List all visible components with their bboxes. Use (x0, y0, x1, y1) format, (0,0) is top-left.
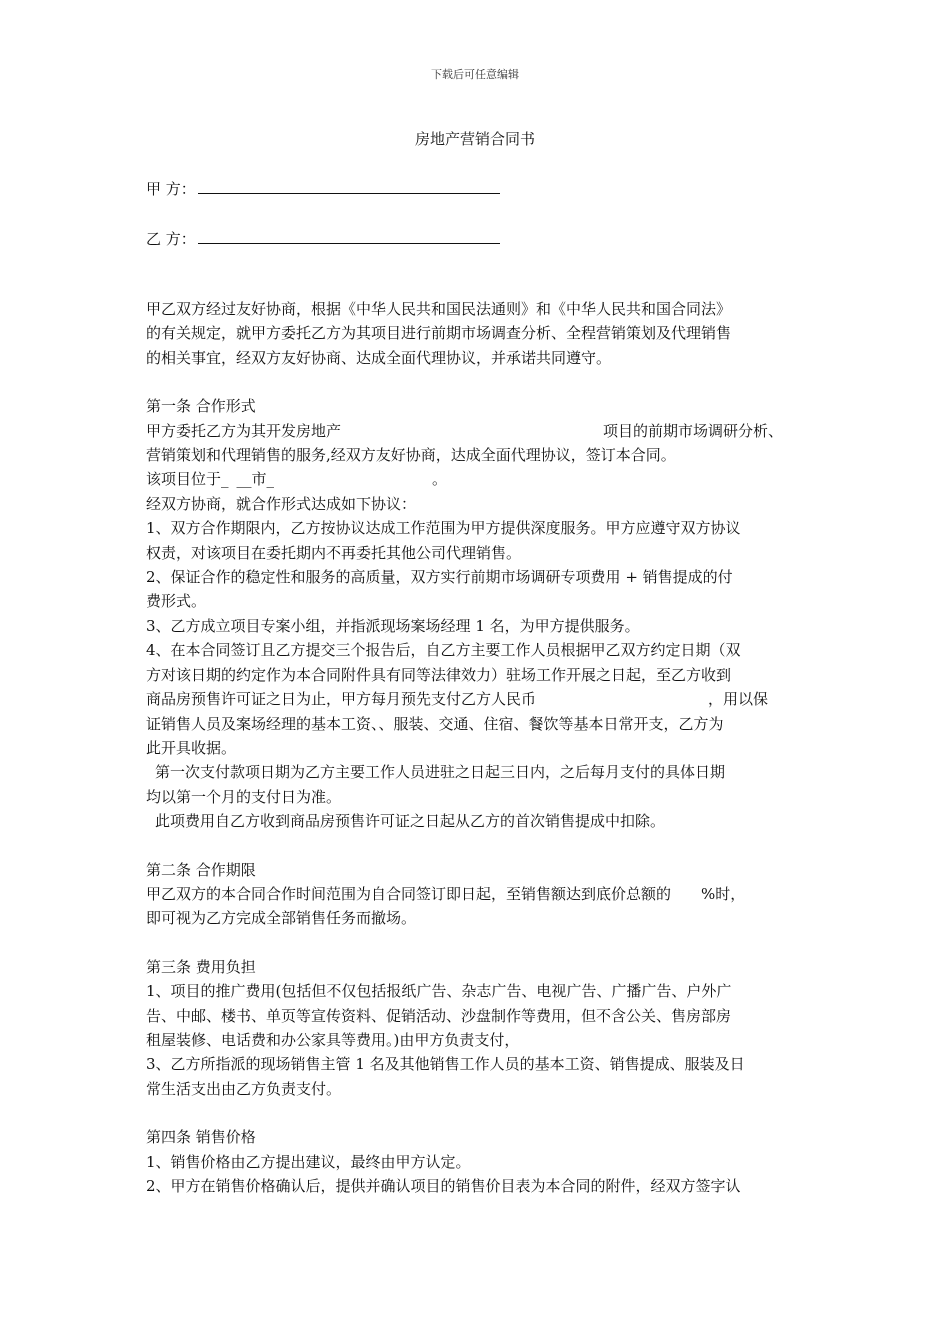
clause-line: 此开具收据。 (146, 738, 237, 757)
article-4-heading: 第四条 销售价格 (146, 1128, 256, 1147)
page-header-note: 下载后可任意编辑 (431, 68, 519, 81)
project-location-line: 该项目位于_ __市_ 。 (146, 470, 448, 489)
intro-line: 的有关规定，就甲方委托乙方为其项目进行前期市场调查分析、全程营销策划及代理销售 (146, 324, 732, 343)
document-title: 房地产营销合同书 (414, 130, 535, 148)
article-2-heading: 第二条 合作期限 (146, 860, 256, 879)
party-a-line (146, 178, 500, 199)
intro-line: 甲乙双方经过友好协商，根据《中华人民共和国民法通则》和《中华人民共和国合同法》 (146, 300, 732, 318)
clause-line: 告、中邮、楼书、单页等宣传资料、促销活动、沙盘制作等费用，但不含公关、售房部房 (146, 1006, 732, 1025)
article-1-line: 经双方协商，就合作形式达成如下协议： (146, 494, 417, 513)
clause-line: 费形式。 (146, 592, 207, 611)
party-b-label: 乙 方： (146, 230, 196, 248)
clause-line: 商品房预售许可证之日为止，甲方每月预先支付乙方人民币 ，用以保 (146, 690, 769, 709)
payment-note-line: 此项费用自乙方收到商品房预售许可证之日起从乙方的首次销售提成中扣除。 (155, 812, 666, 831)
contract-body (146, 297, 810, 1198)
article-1-heading: 第一条 合作形式 (146, 397, 256, 416)
clause-line: 3、乙方成立项目专案小组，并指派现场案场经理 1 名，为甲方提供服务。 (146, 616, 640, 635)
payment-note-line: 均以第一个月的支付日为准。 (146, 787, 342, 806)
clause-line: 4、在本合同签订且乙方提交三个报告后，自乙方主要工作人员根据甲乙双方约定日期（双 (146, 641, 741, 660)
article-3-heading: 第三条 费用负担 (146, 957, 256, 976)
clause-line: 租屋装修、电话费和办公家具等费用。)由甲方负责支付， (146, 1030, 520, 1049)
clause-line: 1、项目的推广费用(包括但不仅包括报纸广告、杂志广告、电视广告、广播广告、户外广 (146, 982, 732, 1001)
clause-line: 1、销售价格由乙方提出建议，最终由甲方认定。 (146, 1152, 471, 1171)
article-1-line: 营销策划和代理销售的服务,经双方友好协商，达成全面代理协议，签订本合同。 (146, 446, 676, 465)
clause-line: 3、乙方所指派的现场销售主管 1 名及其他销售工作人员的基本工资、销售提成、服装及日 (146, 1055, 745, 1074)
article-1-line: 甲方委托乙方为其开发房地产 项目的前期市场调研分析、 (146, 421, 784, 440)
clause-line: 权责，对该项目在委托期内不再委托其他公司代理销售。 (146, 543, 522, 562)
party-b-line (146, 228, 500, 249)
clause-line: 2、甲方在销售价格确认后，提供并确认项目的销售价目表为本合同的附件，经双方签字认 (146, 1177, 741, 1195)
article-2-line: 甲乙双方的本合同合作时间范围为自合同签订即日起，至销售额达到底价总额的 %时， (146, 884, 746, 903)
article-2-line: 即可视为乙方完成全部销售任务而撤场。 (146, 909, 417, 928)
clause-line: 证销售人员及案场经理的基本工资、、服装、交通、住宿、餐饮等基本日常开支，乙方为 (146, 714, 724, 733)
clause-line: 常生活支出由乙方负责支付。 (146, 1079, 342, 1098)
clause-line: 1、双方合作期限内，乙方按协议达成工作范围为甲方提供深度服务。甲方应遵守双方协议 (146, 519, 741, 538)
clause-line: 2、保证合作的稳定性和服务的高质量，双方实行前期市场调研专项费用 + 销售提成的付 (146, 568, 733, 587)
clause-line: 方对该日期的约定作为本合同附件具有同等法律效力）驻场工作开展之日起，至乙方收到 (146, 665, 732, 684)
payment-note-line: 第一次支付款项日期为乙方主要工作人员进驻之日起三日内，之后每月支付的具体日期 (155, 763, 726, 782)
party-a-blank (198, 179, 500, 194)
party-b-blank (198, 229, 500, 244)
party-a-label: 甲 方： (146, 180, 196, 198)
intro-line: 的相关事宜，经双方友好协商、达成全面代理协议，并承诺共同遵守。 (146, 348, 612, 367)
